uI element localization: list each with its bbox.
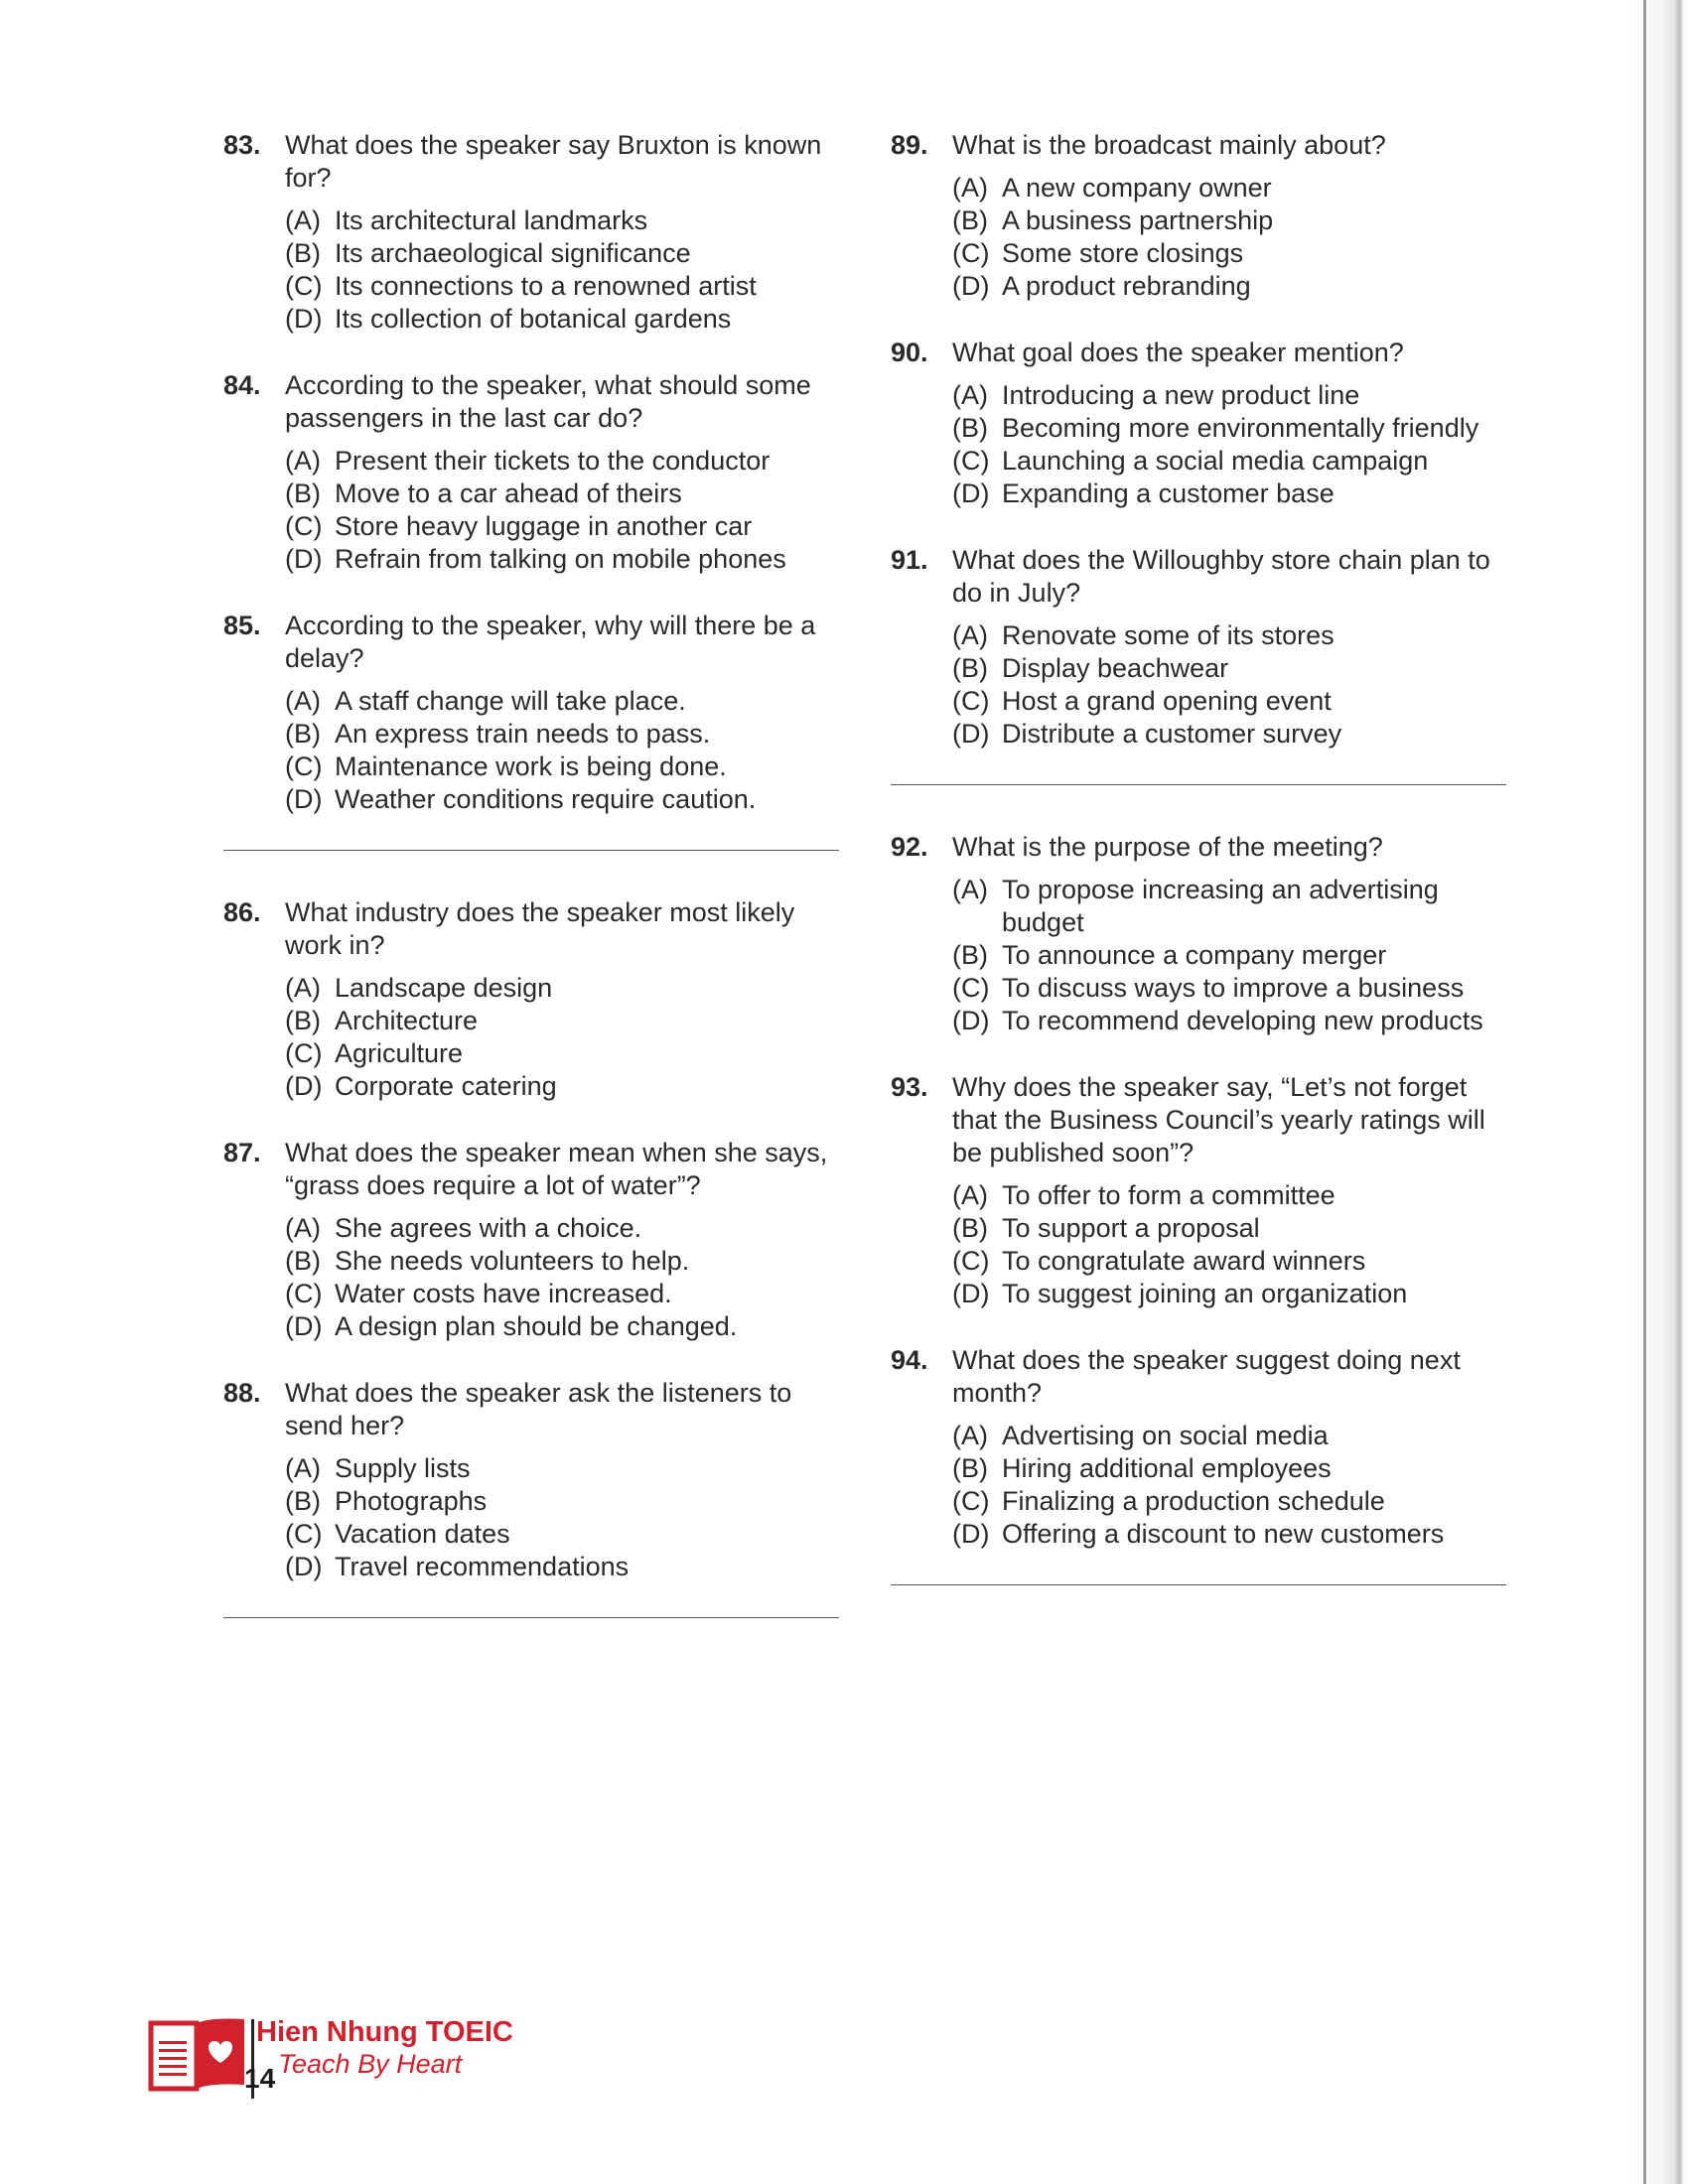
answer-option: [285, 237, 844, 270]
option-letter: (B): [952, 205, 988, 235]
brand-title: Hien Nhung TOEIC: [256, 2016, 513, 2048]
option-text: An express train needs to pass.: [335, 719, 711, 749]
question-text: According to the speaker, what should some passengers in the last car do?: [285, 370, 811, 433]
answer-option: [952, 1245, 1511, 1278]
question-item: [223, 610, 844, 816]
question-item: [891, 1071, 1511, 1310]
option-letter: (B): [285, 719, 321, 749]
question-item: [891, 544, 1511, 751]
option-text: A new company owner: [1002, 173, 1272, 203]
option-text: To congratulate award winners: [1002, 1246, 1366, 1276]
question-number: 87.: [223, 1138, 261, 1167]
question-text: What does the speaker say Bruxton is known for?: [285, 130, 822, 193]
section-divider: [891, 784, 1506, 785]
option-letter: (C): [285, 1038, 323, 1068]
answer-option: [285, 510, 844, 543]
answer-option: [285, 1518, 844, 1551]
option-text: Launching a social media campaign: [1002, 446, 1429, 476]
answer-option: [285, 1212, 844, 1245]
answer-option: [285, 205, 844, 237]
option-list: [952, 172, 1511, 303]
option-list: [285, 972, 844, 1103]
option-letter: (A): [952, 173, 988, 203]
page-edge-shadow: [1630, 0, 1688, 2184]
answer-option: [952, 874, 1511, 939]
question-stem: [223, 1137, 844, 1202]
option-letter: (A): [285, 205, 321, 235]
option-letter: (D): [285, 1311, 323, 1341]
option-letter: (B): [285, 1246, 321, 1276]
answer-option: [952, 619, 1511, 652]
page-edge-line: [1643, 0, 1646, 2184]
answer-option: [952, 1485, 1511, 1518]
question-number: 84.: [223, 370, 261, 400]
answer-option: [952, 1005, 1511, 1037]
question-item: [891, 337, 1511, 510]
option-text: Move to a car ahead of theirs: [335, 478, 682, 508]
option-letter: (C): [952, 973, 990, 1003]
answer-option: [285, 1005, 844, 1037]
answer-option: [952, 939, 1511, 972]
answer-option: [952, 972, 1511, 1005]
answer-option: [285, 270, 844, 303]
option-text: Distribute a customer survey: [1002, 719, 1342, 749]
option-text: Its architectural landmarks: [335, 205, 648, 235]
option-letter: (C): [952, 1486, 990, 1516]
answer-option: [952, 270, 1511, 303]
answer-option: [952, 1452, 1511, 1485]
option-letter: (B): [952, 1213, 988, 1243]
question-item: [223, 1377, 844, 1583]
answer-option: [285, 783, 844, 816]
answer-option: [952, 1420, 1511, 1452]
option-text: Corporate catering: [335, 1071, 557, 1101]
section-divider: [223, 850, 839, 851]
answer-option: [285, 1070, 844, 1103]
right-column: [891, 129, 1511, 1631]
option-text: Its archaeological significance: [335, 238, 691, 268]
option-text: She needs volunteers to help.: [335, 1246, 690, 1276]
option-letter: (A): [285, 1213, 321, 1243]
question-number: 83.: [223, 130, 261, 160]
option-letter: (A): [952, 1421, 988, 1450]
option-list: [952, 1420, 1511, 1551]
option-text: To suggest joining an organization: [1002, 1279, 1408, 1308]
option-text: To discuss ways to improve a business: [1002, 973, 1465, 1003]
question-number: 85.: [223, 611, 261, 640]
option-text: Vacation dates: [335, 1519, 510, 1549]
option-letter: (A): [285, 1453, 321, 1483]
option-letter: (B): [285, 1006, 321, 1035]
option-list: [285, 685, 844, 816]
option-text: To propose increasing an advertising budget: [1002, 875, 1439, 937]
answer-option: [285, 1278, 844, 1310]
question-stem: [891, 1344, 1511, 1410]
question-item: [223, 896, 844, 1103]
option-text: To support a proposal: [1002, 1213, 1260, 1243]
option-text: Weather conditions require caution.: [335, 784, 757, 814]
answer-option: [952, 1518, 1511, 1551]
answer-option: [952, 445, 1511, 478]
option-text: Expanding a customer base: [1002, 478, 1335, 508]
option-letter: (A): [952, 380, 988, 410]
question-item: [891, 129, 1511, 303]
option-list: [285, 205, 844, 336]
answer-option: [285, 303, 844, 336]
answer-option: [285, 1485, 844, 1518]
answer-option: [285, 685, 844, 718]
option-letter: (B): [285, 238, 321, 268]
question-stem: [223, 610, 844, 675]
option-text: Becoming more environmentally friendly: [1002, 413, 1479, 443]
answer-option: [952, 412, 1511, 445]
option-letter: (C): [285, 271, 323, 301]
option-list: [952, 619, 1511, 751]
option-text: A staff change will take place.: [335, 686, 686, 716]
option-letter: (D): [952, 1519, 990, 1549]
question-stem: [891, 337, 1511, 369]
answer-option: [952, 718, 1511, 751]
option-letter: (C): [952, 1246, 990, 1276]
question-text: What is the broadcast mainly about?: [952, 130, 1386, 160]
option-text: Agriculture: [335, 1038, 464, 1068]
question-number: 89.: [891, 130, 928, 160]
question-number: 86.: [223, 897, 261, 927]
footer: [145, 2015, 513, 2095]
answer-option: [952, 172, 1511, 205]
option-letter: (A): [285, 446, 321, 476]
option-text: Host a grand opening event: [1002, 686, 1332, 716]
option-text: Present their tickets to the conductor: [335, 446, 771, 476]
answer-option: [952, 1278, 1511, 1310]
option-text: Its connections to a renowned artist: [335, 271, 757, 301]
option-text: She agrees with a choice.: [335, 1213, 642, 1243]
answer-option: [285, 1037, 844, 1070]
option-letter: (B): [952, 1453, 988, 1483]
question-text: What does the Willoughby store chain plan to do in July?: [952, 545, 1490, 608]
question-stem: [891, 831, 1511, 864]
question-number: 93.: [891, 1072, 928, 1102]
left-column: [223, 129, 844, 1664]
question-stem: [223, 1377, 844, 1442]
answer-option: [952, 379, 1511, 412]
option-list: [285, 445, 844, 576]
option-text: Architecture: [335, 1006, 479, 1035]
answer-option: [952, 1212, 1511, 1245]
answer-option: [285, 972, 844, 1005]
book-heart-icon: [145, 2015, 254, 2095]
question-item: [223, 1137, 844, 1343]
option-letter: (C): [285, 511, 323, 541]
option-letter: (D): [952, 478, 990, 508]
option-text: To announce a company merger: [1002, 940, 1387, 970]
option-letter: (D): [285, 544, 323, 574]
option-text: A product rebranding: [1002, 271, 1251, 301]
question-text: What industry does the speaker most likely work in?: [285, 897, 795, 960]
answer-option: [285, 445, 844, 478]
option-letter: (D): [285, 1552, 323, 1581]
option-text: Finalizing a production schedule: [1002, 1486, 1385, 1516]
option-list: [285, 1212, 844, 1343]
section-divider: [891, 1584, 1506, 1585]
question-text: What does the speaker suggest doing next month?: [952, 1345, 1461, 1408]
answer-option: [285, 751, 844, 783]
option-text: Renovate some of its stores: [1002, 620, 1335, 650]
option-letter: (D): [952, 719, 990, 749]
option-letter: (D): [285, 784, 323, 814]
option-letter: (C): [285, 1519, 323, 1549]
option-text: A design plan should be changed.: [335, 1311, 738, 1341]
question-item: [223, 369, 844, 576]
answer-option: [285, 1310, 844, 1343]
answer-option: [285, 1452, 844, 1485]
question-number: 88.: [223, 1378, 261, 1408]
option-text: Refrain from talking on mobile phones: [335, 544, 786, 574]
question-stem: [223, 369, 844, 435]
answer-option: [952, 652, 1511, 685]
option-text: Its collection of botanical gardens: [335, 304, 732, 334]
question-number: 90.: [891, 338, 928, 367]
question-text: According to the speaker, why will there be a delay?: [285, 611, 816, 673]
answer-option: [952, 1179, 1511, 1212]
option-list: [952, 1179, 1511, 1310]
question-text: Why does the speaker say, “Let’s not forget that the Business Council’s yearly ratings will be published soon”?: [952, 1072, 1485, 1167]
answer-option: [952, 478, 1511, 510]
answer-option: [285, 1551, 844, 1583]
option-letter: (C): [952, 238, 990, 268]
option-letter: (C): [285, 751, 323, 781]
option-text: To recommend developing new products: [1002, 1006, 1483, 1035]
option-letter: (A): [952, 1180, 988, 1210]
option-text: A business partnership: [1002, 205, 1274, 235]
option-text: To offer to form a committee: [1002, 1180, 1336, 1210]
page-number: 14: [244, 2063, 276, 2094]
option-text: Advertising on social media: [1002, 1421, 1329, 1450]
option-letter: (A): [952, 875, 988, 904]
option-letter: (B): [285, 478, 321, 508]
option-text: Landscape design: [335, 973, 553, 1003]
option-list: [952, 379, 1511, 510]
question-stem: [223, 129, 844, 195]
question-stem: [891, 544, 1511, 610]
option-letter: (A): [285, 973, 321, 1003]
option-letter: (C): [952, 446, 990, 476]
question-stem: [891, 1071, 1511, 1169]
option-letter: (D): [952, 271, 990, 301]
option-letter: (C): [285, 1279, 323, 1308]
option-letter: (D): [952, 1006, 990, 1035]
option-letter: (A): [285, 686, 321, 716]
brand-slogan: Teach By Heart: [278, 2049, 463, 2079]
option-letter: (B): [952, 413, 988, 443]
option-text: Water costs have increased.: [335, 1279, 672, 1308]
question-item: [891, 831, 1511, 1037]
option-letter: (C): [952, 686, 990, 716]
option-text: Offering a discount to new customers: [1002, 1519, 1445, 1549]
option-text: Some store closings: [1002, 238, 1244, 268]
option-letter: (A): [952, 620, 988, 650]
option-text: Travel recommendations: [335, 1552, 630, 1581]
answer-option: [285, 718, 844, 751]
option-list: [952, 874, 1511, 1037]
answer-option: [952, 685, 1511, 718]
question-item: [891, 1344, 1511, 1551]
question-text: What does the speaker ask the listeners to send her?: [285, 1378, 792, 1440]
option-text: Introducing a new product line: [1002, 380, 1360, 410]
question-text: What goal does the speaker mention?: [952, 338, 1404, 367]
brand: [256, 2015, 513, 2079]
question-number: 92.: [891, 832, 928, 862]
answer-option: [952, 237, 1511, 270]
section-divider: [223, 1617, 839, 1618]
option-letter: (D): [952, 1279, 990, 1308]
option-letter: (B): [285, 1486, 321, 1516]
option-text: Photographs: [335, 1486, 488, 1516]
question-number: 91.: [891, 545, 928, 575]
answer-option: [285, 1245, 844, 1278]
question-number: 94.: [891, 1345, 928, 1375]
question-stem: [223, 896, 844, 962]
answer-option: [952, 205, 1511, 237]
question-stem: [891, 129, 1511, 162]
question-text: What is the purpose of the meeting?: [952, 832, 1383, 862]
option-letter: (B): [952, 653, 988, 683]
answer-option: [285, 478, 844, 510]
option-letter: (D): [285, 304, 323, 334]
question-item: [223, 129, 844, 336]
option-list: [285, 1452, 844, 1583]
answer-option: [285, 543, 844, 576]
question-text: What does the speaker mean when she says, “grass does require a lot of water”?: [285, 1138, 828, 1200]
option-letter: (D): [285, 1071, 323, 1101]
option-text: Maintenance work is being done.: [335, 751, 727, 781]
option-letter: (B): [952, 940, 988, 970]
option-text: Hiring additional employees: [1002, 1453, 1332, 1483]
option-text: Display beachwear: [1002, 653, 1229, 683]
option-text: Supply lists: [335, 1453, 471, 1483]
option-text: Store heavy luggage in another car: [335, 511, 753, 541]
